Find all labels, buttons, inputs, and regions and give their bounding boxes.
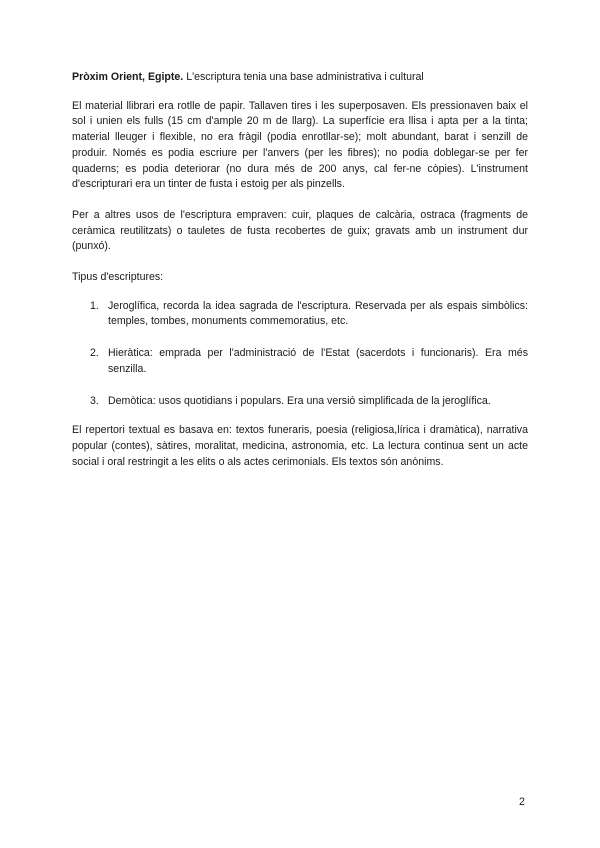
list-item-number: 2. (90, 347, 99, 360)
paragraph-other-uses: Per a altres usos de l'escriptura empraven: cuir, plaques de calcària, ostraca (fragments de ceràmica reutilitzats) o tauletes de fusta recobertes de guix; gravats amb un instrument dur (punxó). (72, 208, 528, 253)
list-item (90, 394, 528, 410)
list-item-text: Hieràtica: emprada per l'administració de l'Estat (sacerdots i funcionaris). Era més senzilla. (108, 347, 528, 375)
list-item-text: Jeroglífica, recorda la idea sagrada de l'escriptura. Reservada per als espais simbòlics: temples, tombes, monuments commemoratius, etc. (108, 299, 528, 328)
list-item-number: 3. (90, 394, 99, 407)
document-page (72, 70, 528, 485)
page-number: 2 (519, 796, 525, 808)
paragraph-repertoire: El repertori textual es basava en: textos funeraris, poesia (religiosa,lírica i dramàtica), narrativa popular (contes), sàtires, moralitat, medicina, astronomia, etc. La lectura continua sent un acte social i oral restringit a les elits o als actes cerimonials. Els textos són anònims. (72, 424, 528, 468)
heading-bold: Pròxim Orient, Egipte. (72, 71, 184, 83)
types-list (72, 299, 528, 410)
paragraph-types-intro: Tipus d'escriptures: (72, 271, 164, 284)
list-item (90, 299, 528, 330)
list-item (90, 346, 528, 377)
section-heading (72, 70, 528, 86)
list-item-number: 1. (90, 299, 99, 312)
paragraph-material: El material llibrari era rotlle de papir. Tallaven tires i les superposaven. Els pressionaven baix el sol i unien els fulls (15 cm d'ample 20 m de llarg). La superfície era llisa i apta per a la tinta; material lleuger i flexible, no era fràgil (podia enrotllar-se); molt abundant, barat i senzill de produir. Només es podia escriure per l'anvers (per les fibres); no podia doblegar-se per fer quaderns; es podia deteriorar (no dura més de 200 anys, cal fer-ne còpies). L'instrument d'escripturari era un tinter de fusta i estoig per als pinzells. (72, 99, 528, 191)
heading-rest: L'escriptura tenia una base administrativa i cultural (183, 71, 424, 83)
list-item-text: Demòtica: usos quotidians i populars. Era una versió simplificada de la jeroglífica. (108, 394, 491, 407)
